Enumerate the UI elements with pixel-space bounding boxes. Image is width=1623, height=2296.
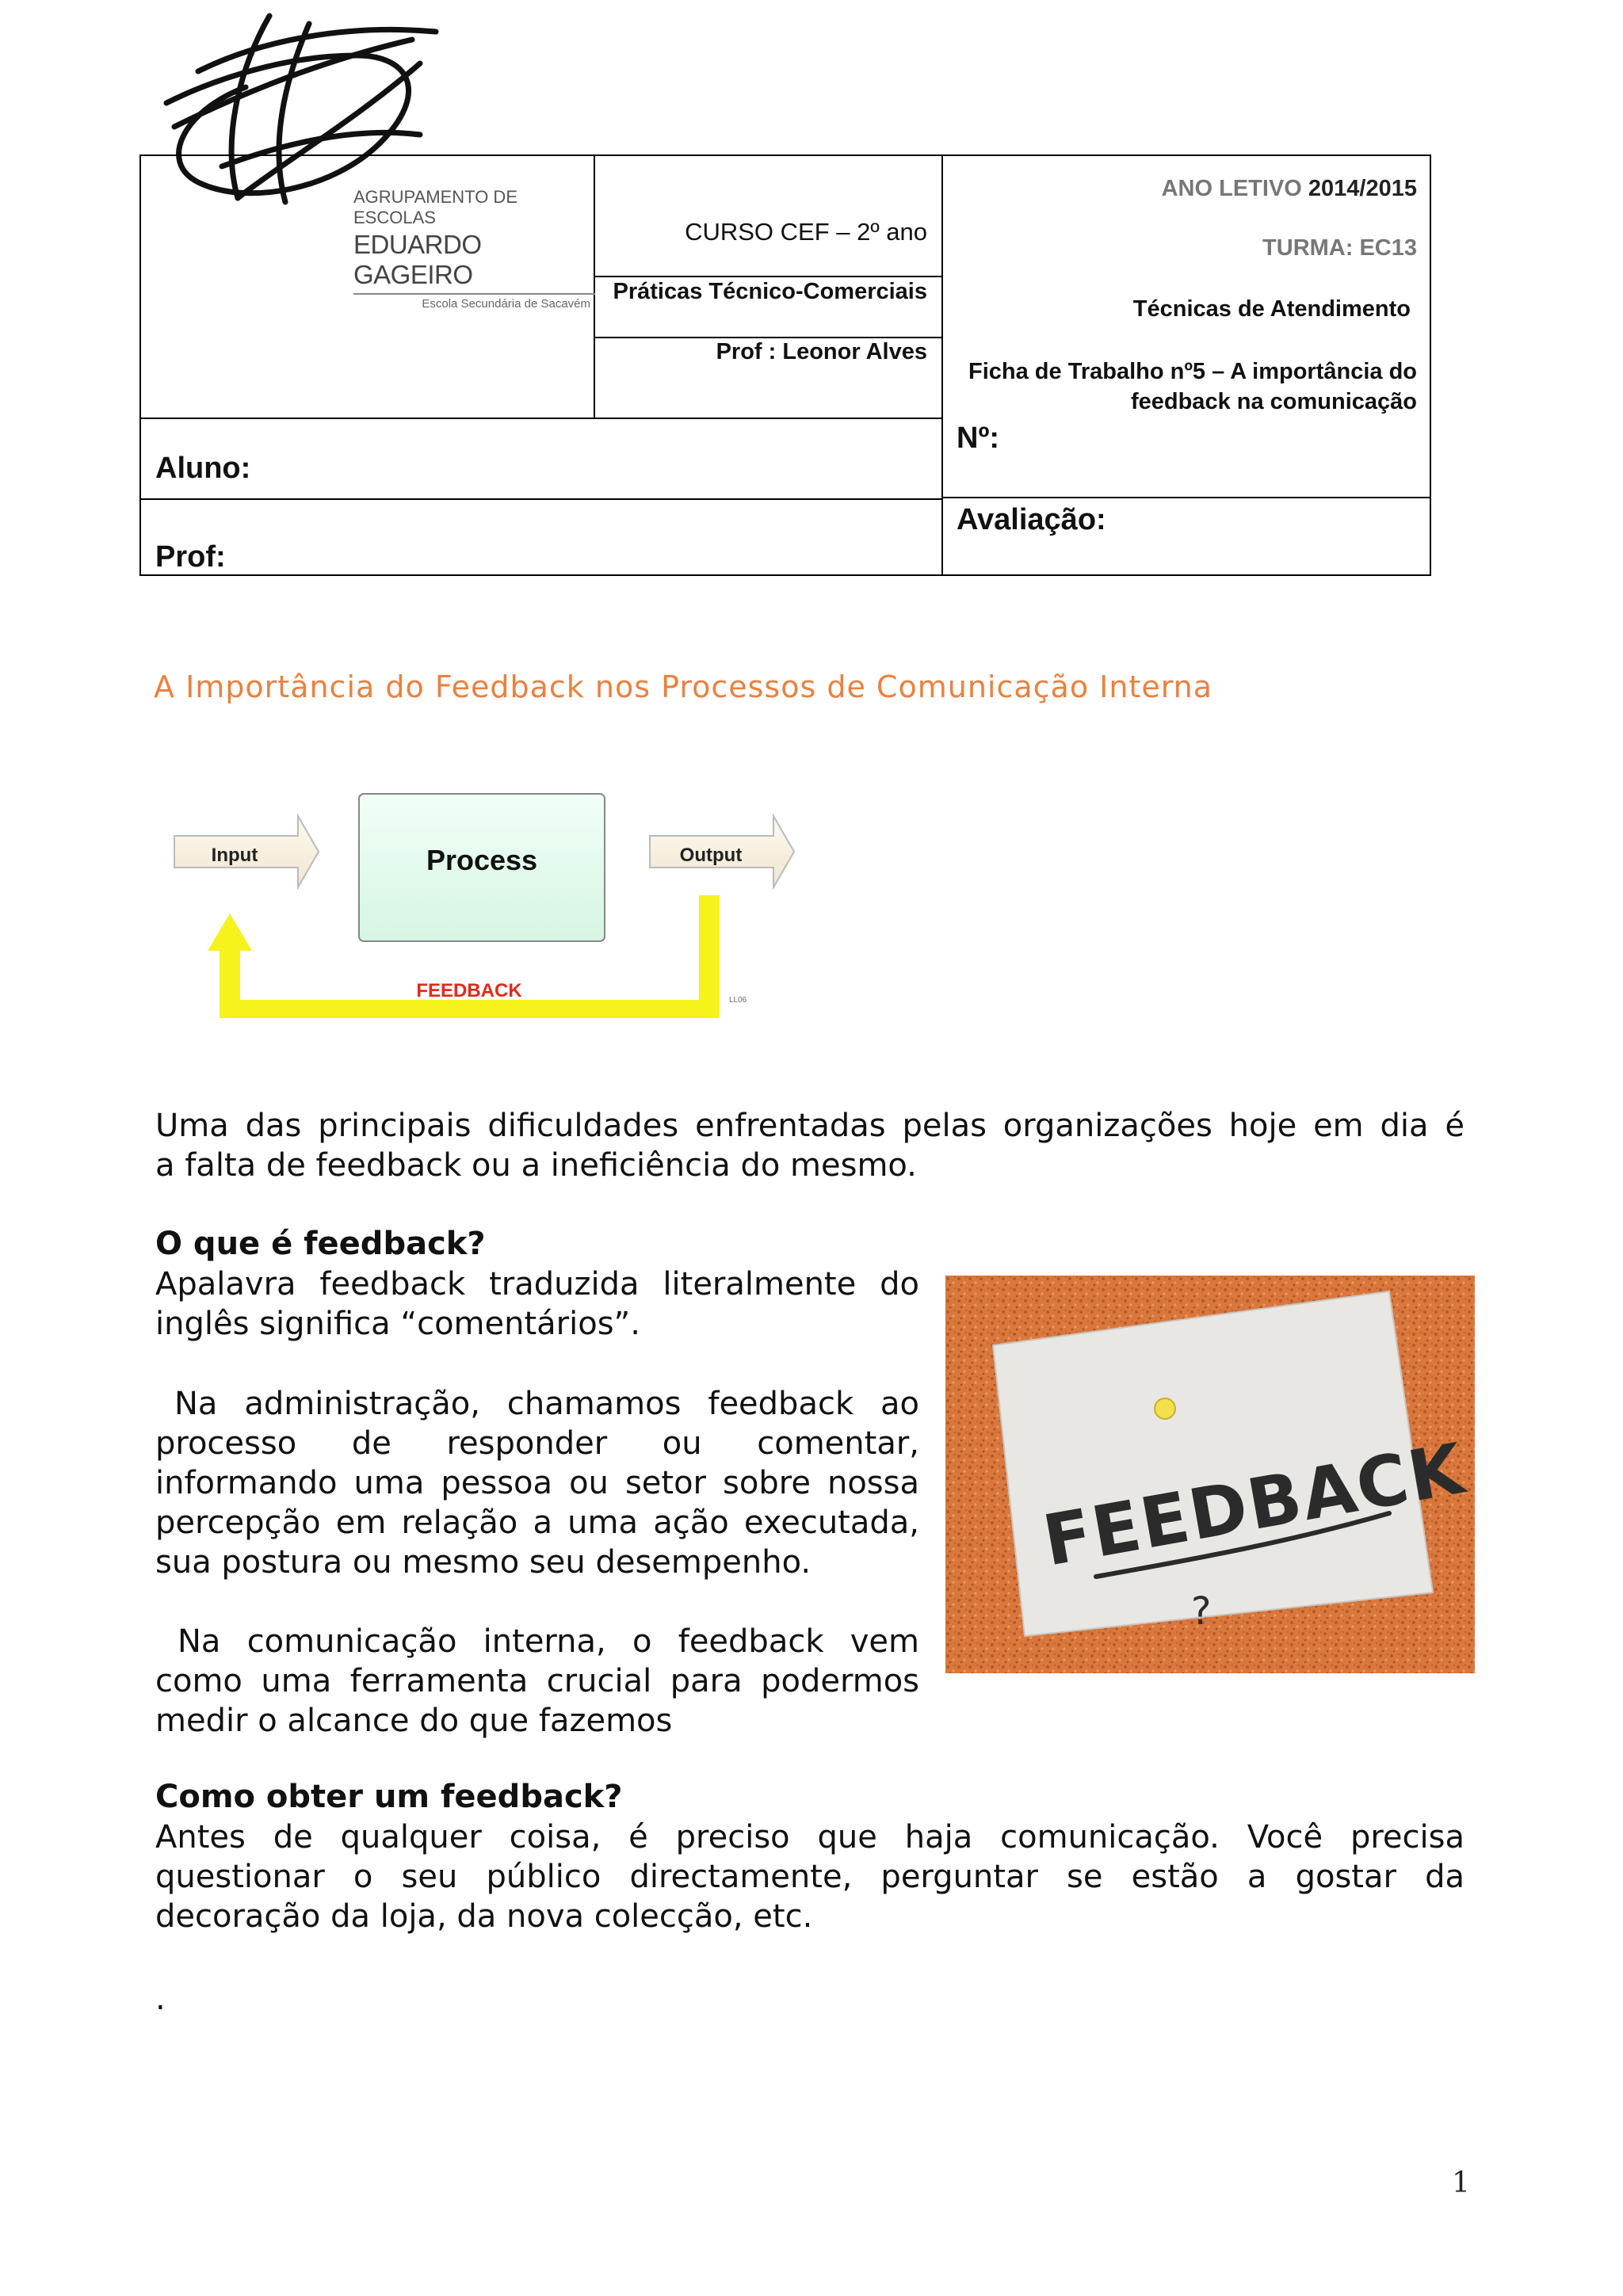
student-label: Aluno: xyxy=(155,452,251,485)
intro-line: a falta de feedback ou a ineficiência do mesmo. xyxy=(155,1147,917,1184)
school-logo xyxy=(353,187,595,311)
feedback-label: FEEDBACK xyxy=(416,980,522,1001)
paragraph-line: medir o alcance do que fazemos xyxy=(155,1703,673,1739)
note-word: FEEDBACK xyxy=(1037,1427,1471,1582)
school-name-line3: Escola Secundária de Sacavém xyxy=(422,297,590,311)
paragraph-line: informando uma pessoa ou setor sobre nossa xyxy=(155,1465,919,1501)
school-name-line1: AGRUPAMENTO DE ESCOLAS xyxy=(353,187,517,227)
intro-line: Uma das principais dificuldades enfrentadas pelas organizações hoje em dia é xyxy=(155,1108,1465,1144)
paragraph-line: processo de responder ou comentar, xyxy=(155,1425,919,1462)
subject-label: Práticas Técnico-Comerciais xyxy=(613,279,927,304)
trailing-dot: . xyxy=(155,1981,166,2017)
definition-paragraph xyxy=(155,1264,919,1344)
paragraph-line: sua postura ou mesmo seu desempenho. xyxy=(155,1544,812,1581)
logo-rule xyxy=(353,293,595,295)
school-name-line2: EDUARDO GAGEIRO xyxy=(353,230,482,289)
worksheet-title-line1: Ficha de Trabalho nº5 – A importância do xyxy=(968,359,1417,384)
page-number: 1 xyxy=(1452,2167,1470,2199)
feedback-note-photo xyxy=(945,1276,1475,1673)
school-year-label: ANO LETIVO xyxy=(1161,176,1302,201)
internal-communication-paragraph xyxy=(155,1622,919,1741)
paragraph-line: decoração da loja, da nova colecção, etc. xyxy=(155,1898,813,1935)
divider xyxy=(594,276,943,277)
number-label: Nº: xyxy=(957,421,999,455)
paragraph-line: Apalavra feedback traduzida literalmente do xyxy=(155,1266,919,1302)
module-label: Técnicas de Atendimento xyxy=(1132,296,1411,322)
school-year-value: 2014/2015 xyxy=(1308,176,1417,201)
document-title: A Importância do Feedback nos Processos de Comunicação Interna xyxy=(154,669,1213,704)
worksheet-title xyxy=(951,357,1417,417)
diagram-credit: LL06 xyxy=(729,996,747,1005)
school-year xyxy=(951,176,1417,202)
paragraph-line: percepção em relação a uma ação executada, xyxy=(155,1505,919,1541)
paragraph-line: Na administração, chamamos feedback ao xyxy=(174,1386,919,1422)
paragraph-line: inglês significa “comentários”. xyxy=(155,1306,640,1342)
process-label: Process xyxy=(426,844,538,876)
teacher-label: Prof : Leonor Alves xyxy=(716,339,927,364)
divider xyxy=(941,497,1431,498)
section-heading-how-to-get-feedback: Como obter um feedback? xyxy=(155,1779,623,1815)
output-label: Output xyxy=(679,845,743,866)
paragraph-line: questionar o seu público directamente, perguntar se estão a gostar da xyxy=(155,1859,1465,1895)
input-label: Input xyxy=(211,845,258,866)
course-label: CURSO CEF – 2º ano xyxy=(685,218,927,246)
paragraph-line: Antes de qualquer coisa, é preciso que haja comunicação. Você precisa xyxy=(155,1819,1465,1855)
divider xyxy=(594,337,943,338)
prof-label: Prof: xyxy=(155,540,226,574)
divider xyxy=(141,498,941,500)
how-to-paragraph xyxy=(155,1817,1465,1936)
worksheet-title-line2: feedback na comunicação xyxy=(1130,389,1417,414)
feedback-arrowhead xyxy=(208,913,252,951)
note-question-mark: ? xyxy=(1191,1589,1212,1634)
paragraph-line: Na comunicação interna, o feedback vem xyxy=(178,1623,919,1660)
paragraph-line: como uma ferramenta crucial para podermos xyxy=(155,1663,919,1699)
grade-label: Avaliação: xyxy=(957,503,1106,536)
feedback-loop-diagram xyxy=(158,780,808,1018)
administration-paragraph xyxy=(155,1384,919,1582)
divider xyxy=(141,418,943,419)
section-heading-what-is-feedback: O que é feedback? xyxy=(155,1226,486,1262)
divider xyxy=(941,156,943,576)
class-label: TURMA: EC13 xyxy=(1262,235,1417,261)
push-pin xyxy=(1155,1398,1175,1419)
intro-paragraph xyxy=(155,1106,1465,1185)
